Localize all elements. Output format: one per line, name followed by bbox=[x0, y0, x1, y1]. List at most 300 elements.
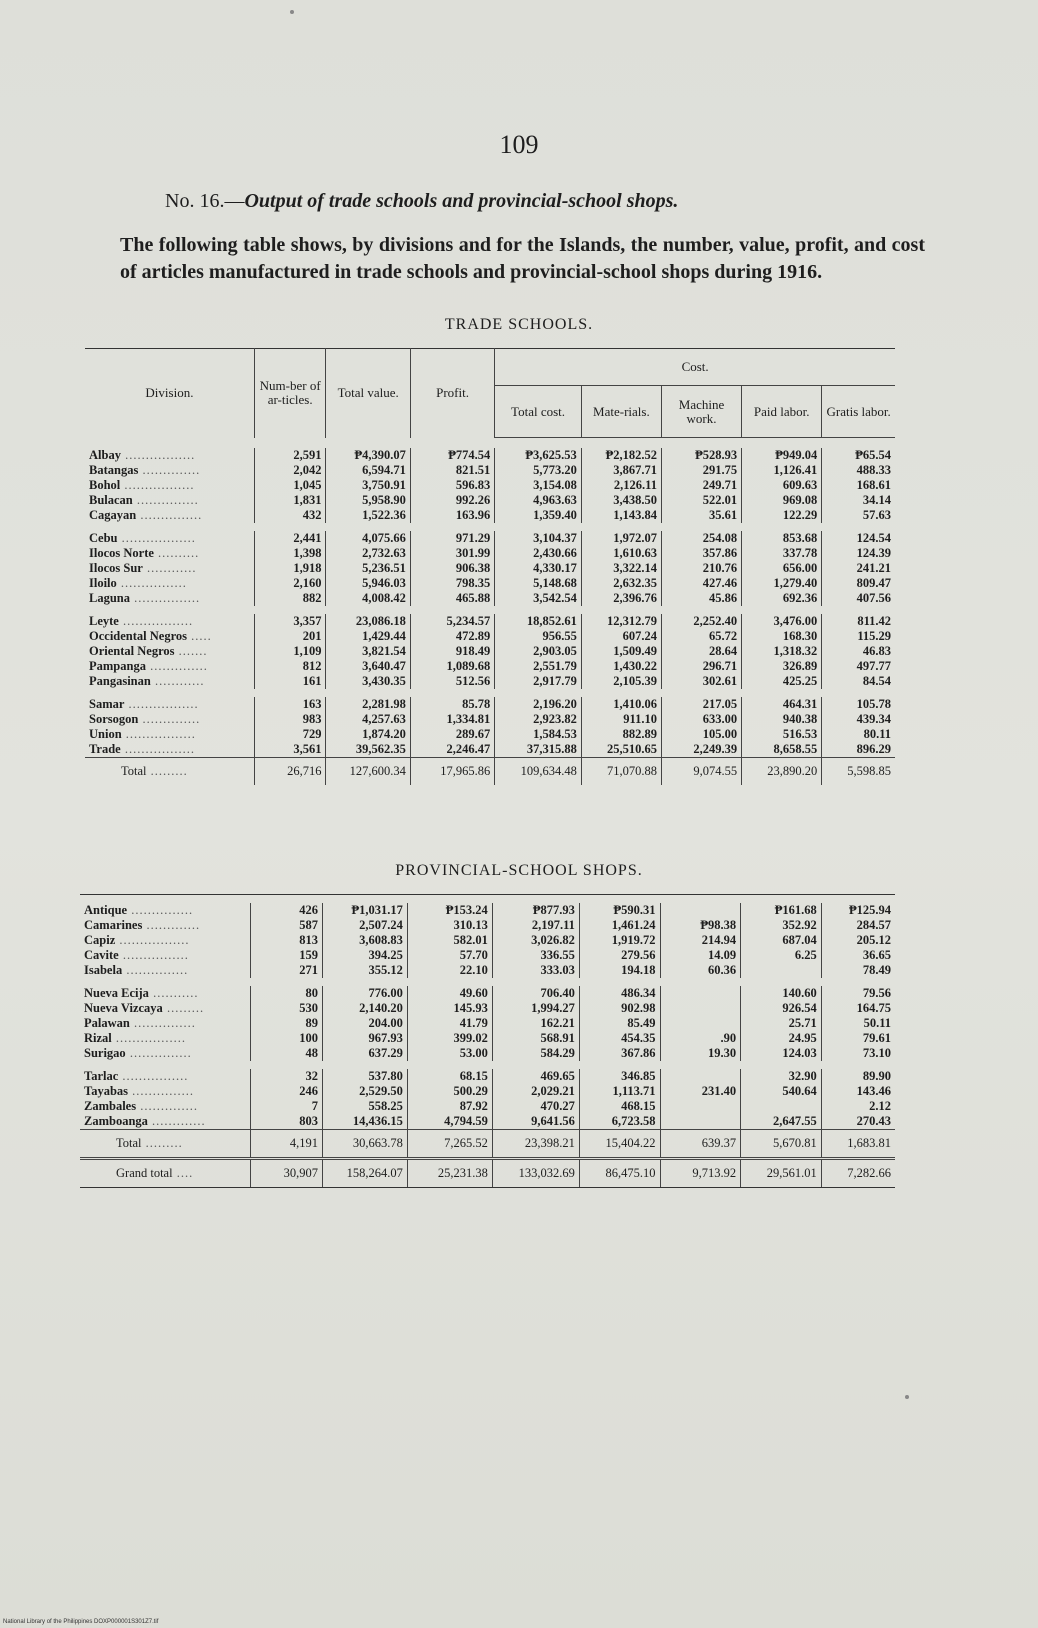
cell-total-cost: 5,148.68 bbox=[495, 576, 582, 591]
table-row bbox=[85, 493, 895, 508]
leader-dots: ............ bbox=[142, 561, 197, 575]
grand-total-articles: 30,907 bbox=[250, 1159, 322, 1188]
cell-total-cost: 470.27 bbox=[492, 1099, 579, 1114]
cell-total-value: 2,529.50 bbox=[322, 1084, 407, 1099]
cell-profit: 301.99 bbox=[410, 546, 494, 561]
division-name bbox=[80, 948, 250, 963]
cell-total-value: 204.00 bbox=[322, 1016, 407, 1031]
cell-materials: 902.98 bbox=[579, 1001, 660, 1016]
cell-gratis-labor: 115.29 bbox=[822, 629, 895, 644]
cell-articles: 2,042 bbox=[254, 463, 326, 478]
cell-machine-work: 357.86 bbox=[661, 546, 741, 561]
cell-total-value: 394.25 bbox=[322, 948, 407, 963]
trade-schools-title: TRADE SCHOOLS. bbox=[444, 316, 594, 333]
cell-materials: 1,919.72 bbox=[579, 933, 660, 948]
cell-articles: 803 bbox=[250, 1114, 322, 1130]
leader-dots: ................. bbox=[124, 697, 199, 711]
cell-total-cost: 3,542.54 bbox=[495, 591, 582, 606]
table-row bbox=[85, 629, 895, 644]
cell-materials: 1,461.24 bbox=[579, 918, 660, 933]
division-label: Bohol bbox=[89, 478, 121, 492]
cell-articles: 587 bbox=[250, 918, 322, 933]
total-total-cost: 23,398.21 bbox=[492, 1130, 579, 1159]
cell-gratis-labor: 241.21 bbox=[822, 561, 895, 576]
page-number: 109 bbox=[499, 130, 539, 159]
cell-total-cost: ₱877.93 bbox=[492, 903, 579, 918]
cell-paid-labor: 3,476.00 bbox=[742, 614, 822, 629]
cell-articles: 1,398 bbox=[254, 546, 326, 561]
cell-materials: 2,105.39 bbox=[581, 674, 661, 689]
total-machine-work: 639.37 bbox=[660, 1130, 741, 1159]
grand-total-total-value: 158,264.07 bbox=[322, 1159, 407, 1188]
leader-dots: ......... bbox=[141, 1136, 183, 1150]
total-paid-labor: 5,670.81 bbox=[741, 1130, 822, 1159]
division-label: Nueva Vizcaya bbox=[84, 1001, 163, 1015]
division-name bbox=[80, 918, 250, 933]
table-row bbox=[85, 448, 895, 463]
cell-total-value: 2,281.98 bbox=[326, 697, 410, 712]
cell-profit: 1,334.81 bbox=[410, 712, 494, 727]
cell-paid-labor: 1,318.32 bbox=[742, 644, 822, 659]
cell-materials: 607.24 bbox=[581, 629, 661, 644]
cell-articles: 80 bbox=[250, 986, 322, 1001]
group-spacer bbox=[85, 606, 895, 614]
cell-gratis-labor: 168.61 bbox=[822, 478, 895, 493]
col-total-value: Total value. bbox=[326, 349, 410, 438]
division-name bbox=[85, 531, 254, 546]
cell-profit: 582.01 bbox=[407, 933, 492, 948]
cell-total-cost: 4,963.63 bbox=[495, 493, 582, 508]
cell-articles: 100 bbox=[250, 1031, 322, 1046]
spacer-cell bbox=[85, 689, 895, 697]
group-spacer bbox=[85, 689, 895, 697]
cell-profit: 22.10 bbox=[407, 963, 492, 978]
cell-total-cost: 37,315.88 bbox=[495, 742, 582, 758]
table-row bbox=[85, 508, 895, 523]
cell-articles: 426 bbox=[250, 903, 322, 918]
spacer-cell bbox=[85, 523, 895, 531]
table-row bbox=[80, 963, 895, 978]
leader-dots: ............. bbox=[142, 918, 201, 932]
cell-machine-work: 65.72 bbox=[661, 629, 741, 644]
leader-dots: ................ bbox=[118, 1069, 189, 1083]
table-row bbox=[80, 1031, 895, 1046]
cell-articles: 3,357 bbox=[254, 614, 326, 629]
cell-machine-work: 35.61 bbox=[661, 508, 741, 523]
cell-articles: 32 bbox=[250, 1069, 322, 1084]
cell-profit: 57.70 bbox=[407, 948, 492, 963]
leader-dots: ............... bbox=[129, 1016, 196, 1030]
cell-gratis-labor: 79.56 bbox=[821, 986, 895, 1001]
cell-profit: 465.88 bbox=[410, 591, 494, 606]
total-articles: 26,716 bbox=[254, 758, 326, 786]
cell-profit: 85.78 bbox=[410, 697, 494, 712]
table-row bbox=[80, 1016, 895, 1031]
cell-total-value: 637.29 bbox=[322, 1046, 407, 1061]
cell-gratis-labor: 896.29 bbox=[822, 742, 895, 758]
group-spacer bbox=[80, 1061, 895, 1069]
cell-paid-labor: 425.25 bbox=[742, 674, 822, 689]
cell-machine-work bbox=[660, 1114, 741, 1130]
cell-total-value: 558.25 bbox=[322, 1099, 407, 1114]
cell-machine-work bbox=[660, 903, 741, 918]
cell-machine-work bbox=[660, 1069, 741, 1084]
leader-dots: ............... bbox=[132, 493, 199, 507]
table-row bbox=[80, 1114, 895, 1130]
division-label: Cebu bbox=[89, 531, 118, 545]
cell-paid-labor bbox=[741, 963, 822, 978]
col-number: Num-ber of ar-ticles. bbox=[254, 349, 326, 438]
cell-paid-labor: 140.60 bbox=[741, 986, 822, 1001]
cell-gratis-labor: 407.56 bbox=[822, 591, 895, 606]
cell-total-value: 23,086.18 bbox=[326, 614, 410, 629]
cell-machine-work bbox=[660, 1001, 741, 1016]
cell-total-cost: 4,330.17 bbox=[495, 561, 582, 576]
leader-dots: ................. bbox=[120, 478, 195, 492]
cell-articles: 7 bbox=[250, 1099, 322, 1114]
cell-machine-work bbox=[660, 1099, 741, 1114]
cell-total-cost: 584.29 bbox=[492, 1046, 579, 1061]
total-total-value: 127,600.34 bbox=[326, 758, 410, 786]
cell-gratis-labor: ₱125.94 bbox=[821, 903, 895, 918]
cell-articles: 2,160 bbox=[254, 576, 326, 591]
cell-total-cost: 568.91 bbox=[492, 1031, 579, 1046]
cell-machine-work: 2,249.39 bbox=[661, 742, 741, 758]
cell-machine-work: 14.09 bbox=[660, 948, 741, 963]
cell-gratis-labor: 439.34 bbox=[822, 712, 895, 727]
division-name bbox=[85, 508, 254, 523]
total-row-text: Total bbox=[116, 1136, 142, 1150]
table-title: Output of trade schools and provincial-school shops. bbox=[244, 190, 679, 212]
grand-total-profit: 25,231.38 bbox=[407, 1159, 492, 1188]
table-row bbox=[80, 1084, 895, 1099]
col-materials: Mate-rials. bbox=[581, 386, 661, 438]
division-name bbox=[80, 1046, 250, 1061]
cell-materials: 25,510.65 bbox=[581, 742, 661, 758]
cell-gratis-labor: 46.83 bbox=[822, 644, 895, 659]
table-row bbox=[85, 591, 895, 606]
cell-articles: 1,831 bbox=[254, 493, 326, 508]
division-label: Zamboanga bbox=[84, 1114, 148, 1128]
cell-total-value: 3,640.47 bbox=[326, 659, 410, 674]
cell-machine-work: 45.86 bbox=[661, 591, 741, 606]
division-label: Leyte bbox=[89, 614, 119, 628]
cell-profit: 596.83 bbox=[410, 478, 494, 493]
cell-paid-labor: 352.92 bbox=[741, 918, 822, 933]
cell-total-cost: 2,903.05 bbox=[495, 644, 582, 659]
cell-total-cost: 2,029.21 bbox=[492, 1084, 579, 1099]
cell-profit: 145.93 bbox=[407, 1001, 492, 1016]
col-division: Division. bbox=[145, 385, 194, 401]
division-name bbox=[85, 614, 254, 629]
division-name bbox=[85, 561, 254, 576]
table-row bbox=[85, 712, 895, 727]
cell-materials: 12,312.79 bbox=[581, 614, 661, 629]
cell-gratis-labor: 270.43 bbox=[821, 1114, 895, 1130]
cell-profit: 310.13 bbox=[407, 918, 492, 933]
division-label: Occidental Negros bbox=[89, 629, 188, 643]
cell-materials: 2,396.76 bbox=[581, 591, 661, 606]
table-row bbox=[85, 546, 895, 561]
cell-total-value: 14,436.15 bbox=[322, 1114, 407, 1130]
division-name bbox=[80, 1099, 250, 1114]
cell-gratis-labor: 79.61 bbox=[821, 1031, 895, 1046]
cell-total-cost: 1,994.27 bbox=[492, 1001, 579, 1016]
cell-paid-labor: 516.53 bbox=[742, 727, 822, 742]
cell-paid-labor: ₱949.04 bbox=[742, 448, 822, 463]
cell-gratis-labor: 809.47 bbox=[822, 576, 895, 591]
leader-dots: ............... bbox=[127, 903, 194, 917]
cell-paid-labor bbox=[741, 1099, 822, 1114]
leader-dots: ............. bbox=[147, 1114, 206, 1128]
cell-total-value: 1,874.20 bbox=[326, 727, 410, 742]
division-label: Tayabas bbox=[84, 1084, 129, 1098]
cell-total-value: 4,075.66 bbox=[326, 531, 410, 546]
cell-total-value: 537.80 bbox=[322, 1069, 407, 1084]
cell-total-value: 3,750.91 bbox=[326, 478, 410, 493]
table-heading bbox=[165, 190, 678, 213]
cell-total-cost: 5,773.20 bbox=[495, 463, 582, 478]
cell-total-cost: 333.03 bbox=[492, 963, 579, 978]
cell-articles: 271 bbox=[250, 963, 322, 978]
cell-profit: 2,246.47 bbox=[410, 742, 494, 758]
table-row bbox=[80, 903, 895, 918]
col-cost: Cost. bbox=[495, 349, 895, 386]
cell-materials: 2,126.11 bbox=[581, 478, 661, 493]
division-label: Antique bbox=[84, 903, 128, 917]
cell-materials: ₱590.31 bbox=[579, 903, 660, 918]
cell-materials: 2,632.35 bbox=[581, 576, 661, 591]
table-row bbox=[80, 918, 895, 933]
cell-materials: 346.85 bbox=[579, 1069, 660, 1084]
cell-total-cost: ₱3,625.53 bbox=[495, 448, 582, 463]
leader-dots: ................. bbox=[120, 448, 196, 462]
cell-articles: 1,918 bbox=[254, 561, 326, 576]
cell-gratis-labor: 57.63 bbox=[822, 508, 895, 523]
spacer-cell bbox=[80, 1061, 895, 1069]
cell-gratis-labor: 36.65 bbox=[821, 948, 895, 963]
division-label: Capiz bbox=[84, 933, 116, 947]
division-name bbox=[80, 933, 250, 948]
cell-total-value: 5,236.51 bbox=[326, 561, 410, 576]
spacer-cell bbox=[80, 895, 895, 904]
cell-materials: 1,143.84 bbox=[581, 508, 661, 523]
leader-dots: ....... bbox=[174, 644, 208, 658]
total-total-cost: 109,634.48 bbox=[495, 758, 582, 786]
leader-dots: ................ bbox=[130, 591, 201, 605]
division-name bbox=[85, 629, 254, 644]
table-row bbox=[85, 531, 895, 546]
cell-profit: 163.96 bbox=[410, 508, 494, 523]
top-spacer bbox=[80, 895, 895, 904]
cell-articles: 246 bbox=[250, 1084, 322, 1099]
total-gratis-labor: 5,598.85 bbox=[822, 758, 895, 786]
division-name bbox=[85, 697, 254, 712]
table-row bbox=[85, 727, 895, 742]
division-name bbox=[85, 727, 254, 742]
trade-schools-body bbox=[85, 438, 895, 786]
division-label: Sorsogon bbox=[89, 712, 139, 726]
cell-paid-labor: 2,647.55 bbox=[741, 1114, 822, 1130]
cell-profit: 399.02 bbox=[407, 1031, 492, 1046]
division-name bbox=[85, 712, 254, 727]
table-row bbox=[80, 1069, 895, 1084]
division-name bbox=[85, 659, 254, 674]
cell-articles: 2,591 bbox=[254, 448, 326, 463]
table-row bbox=[85, 576, 895, 591]
table-row bbox=[85, 561, 895, 576]
leader-dots: .......... bbox=[153, 546, 200, 560]
cell-total-value: ₱4,390.07 bbox=[326, 448, 410, 463]
leader-dots: ............... bbox=[125, 1046, 192, 1060]
division-name bbox=[85, 478, 254, 493]
cell-profit: 512.56 bbox=[410, 674, 494, 689]
cell-materials: 85.49 bbox=[579, 1016, 660, 1031]
table-row bbox=[85, 644, 895, 659]
cell-total-value: 1,522.36 bbox=[326, 508, 410, 523]
cell-machine-work: ₱98.38 bbox=[660, 918, 741, 933]
cell-paid-labor: 122.29 bbox=[742, 508, 822, 523]
top-spacer bbox=[85, 438, 895, 449]
cell-materials: 1,610.63 bbox=[581, 546, 661, 561]
leader-dots: ............... bbox=[128, 1084, 195, 1098]
cell-articles: 983 bbox=[254, 712, 326, 727]
division-label: Palawan bbox=[84, 1016, 130, 1030]
cell-materials: 1,113.71 bbox=[579, 1084, 660, 1099]
cell-total-cost: 2,197.11 bbox=[492, 918, 579, 933]
cell-materials: 279.56 bbox=[579, 948, 660, 963]
cell-total-cost: 1,584.53 bbox=[495, 727, 582, 742]
cell-paid-labor: 609.63 bbox=[742, 478, 822, 493]
cell-materials: 454.35 bbox=[579, 1031, 660, 1046]
leader-dots: .................. bbox=[117, 531, 196, 545]
cell-total-cost: 706.40 bbox=[492, 986, 579, 1001]
cell-machine-work bbox=[660, 1016, 741, 1031]
cell-total-value: 3,430.35 bbox=[326, 674, 410, 689]
cell-profit: 1,089.68 bbox=[410, 659, 494, 674]
division-name bbox=[80, 1031, 250, 1046]
cell-machine-work: 291.75 bbox=[661, 463, 741, 478]
cell-total-value: 5,958.90 bbox=[326, 493, 410, 508]
cell-articles: 813 bbox=[250, 933, 322, 948]
cell-machine-work: 19.30 bbox=[660, 1046, 741, 1061]
cell-materials: ₱2,182.52 bbox=[581, 448, 661, 463]
cell-total-value: 6,594.71 bbox=[326, 463, 410, 478]
group-spacer bbox=[85, 523, 895, 531]
cell-machine-work: 249.71 bbox=[661, 478, 741, 493]
total-row-label bbox=[80, 1130, 250, 1159]
division-label: Batangas bbox=[89, 463, 139, 477]
cell-paid-labor: 24.95 bbox=[741, 1031, 822, 1046]
cell-profit: 500.29 bbox=[407, 1084, 492, 1099]
cell-paid-labor: 1,126.41 bbox=[742, 463, 822, 478]
cell-total-cost: 956.55 bbox=[495, 629, 582, 644]
cell-total-cost: 2,551.79 bbox=[495, 659, 582, 674]
cell-machine-work: 214.94 bbox=[660, 933, 741, 948]
cell-total-value: ₱1,031.17 bbox=[322, 903, 407, 918]
cell-total-value: 2,507.24 bbox=[322, 918, 407, 933]
cell-gratis-labor: 284.57 bbox=[821, 918, 895, 933]
cell-total-value: 5,946.03 bbox=[326, 576, 410, 591]
table-row bbox=[80, 1001, 895, 1016]
division-name bbox=[85, 742, 254, 758]
cell-paid-labor: 32.90 bbox=[741, 1069, 822, 1084]
spacer-cell bbox=[85, 438, 895, 449]
leader-dots: .............. bbox=[138, 463, 201, 477]
cell-paid-labor: 926.54 bbox=[741, 1001, 822, 1016]
cell-materials: 1,410.06 bbox=[581, 697, 661, 712]
cell-profit: 472.89 bbox=[410, 629, 494, 644]
leader-dots: ................. bbox=[121, 727, 196, 741]
leader-dots: ..... bbox=[187, 629, 212, 643]
leader-dots: ......... bbox=[162, 1001, 205, 1015]
division-label: Bulacan bbox=[89, 493, 133, 507]
total-profit: 7,265.52 bbox=[407, 1130, 492, 1159]
cell-profit: 971.29 bbox=[410, 531, 494, 546]
cell-articles: 2,441 bbox=[254, 531, 326, 546]
leader-dots: ................ bbox=[116, 576, 187, 590]
cell-materials: 882.89 bbox=[581, 727, 661, 742]
division-name bbox=[80, 963, 250, 978]
division-label: Oriental Negros bbox=[89, 644, 175, 658]
intro-paragraph: The following table shows, by divisions and for the Islands, the number, value, profit, and cost of articles manufactured in trade schools and provincial-school shops during 1916. bbox=[120, 234, 925, 283]
division-label: Cagayan bbox=[89, 508, 137, 522]
cell-articles: 163 bbox=[254, 697, 326, 712]
cell-total-cost: 1,359.40 bbox=[495, 508, 582, 523]
division-name bbox=[85, 591, 254, 606]
cell-profit: 53.00 bbox=[407, 1046, 492, 1061]
total-row bbox=[85, 758, 895, 786]
division-name bbox=[85, 448, 254, 463]
cell-paid-labor: 687.04 bbox=[741, 933, 822, 948]
cell-articles: 882 bbox=[254, 591, 326, 606]
table-row bbox=[85, 463, 895, 478]
scan-speck bbox=[905, 1395, 909, 1399]
provincial-shops-body bbox=[80, 895, 895, 1188]
grand-total-total-cost: 133,032.69 bbox=[492, 1159, 579, 1188]
group-spacer bbox=[80, 978, 895, 986]
cell-total-value: 3,821.54 bbox=[326, 644, 410, 659]
cell-articles: 1,045 bbox=[254, 478, 326, 493]
leader-dots: ............ bbox=[150, 674, 205, 688]
cell-materials: 367.86 bbox=[579, 1046, 660, 1061]
cell-total-cost: 18,852.61 bbox=[495, 614, 582, 629]
spacer-cell bbox=[80, 978, 895, 986]
cell-profit: 906.38 bbox=[410, 561, 494, 576]
cell-articles: 432 bbox=[254, 508, 326, 523]
cell-total-value: 355.12 bbox=[322, 963, 407, 978]
cell-machine-work: .90 bbox=[660, 1031, 741, 1046]
cell-paid-labor: 940.38 bbox=[742, 712, 822, 727]
cell-total-cost: 3,154.08 bbox=[495, 478, 582, 493]
leader-dots: ................. bbox=[118, 614, 194, 628]
leader-dots: .............. bbox=[145, 659, 208, 673]
cell-machine-work: 302.61 bbox=[661, 674, 741, 689]
total-materials: 15,404.22 bbox=[579, 1130, 660, 1159]
grand-total-paid-labor: 29,561.01 bbox=[741, 1159, 822, 1188]
division-label: Isabela bbox=[84, 963, 123, 977]
cell-machine-work: 633.00 bbox=[661, 712, 741, 727]
cell-paid-labor: 6.25 bbox=[741, 948, 822, 963]
cell-gratis-labor: 84.54 bbox=[822, 674, 895, 689]
division-label: Surigao bbox=[84, 1046, 126, 1060]
cell-gratis-labor: 164.75 bbox=[821, 1001, 895, 1016]
division-label: Rizal bbox=[84, 1031, 112, 1045]
cell-materials: 911.10 bbox=[581, 712, 661, 727]
cell-profit: 49.60 bbox=[407, 986, 492, 1001]
cell-profit: 4,794.59 bbox=[407, 1114, 492, 1130]
division-label: Ilocos Sur bbox=[89, 561, 143, 575]
